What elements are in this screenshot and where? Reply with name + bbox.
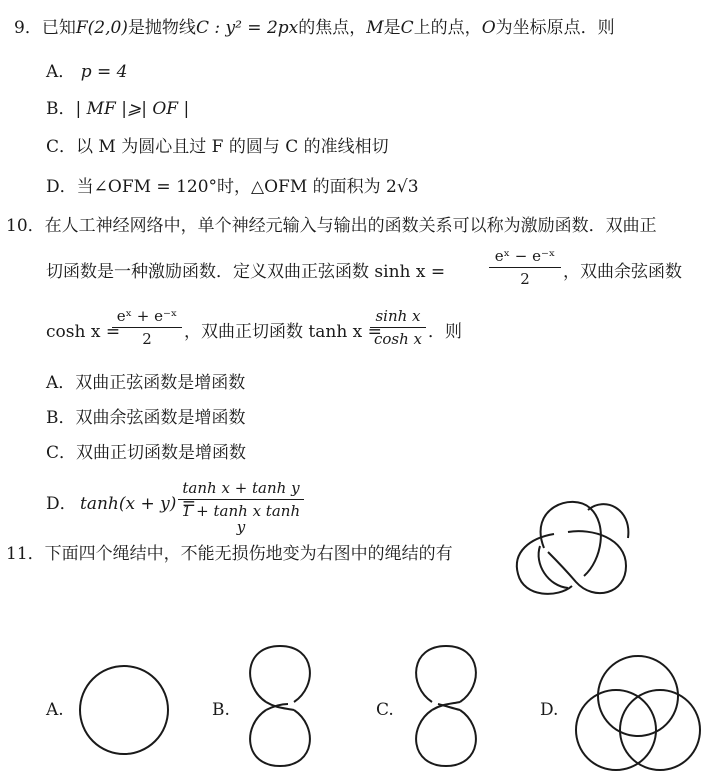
- trefoil-strand: [548, 531, 626, 593]
- q9-origin: O: [481, 18, 496, 38]
- q10-sinh-fraction: [489, 248, 561, 287]
- q11-option-a-label: A.: [46, 700, 64, 720]
- q9-option-b: [46, 99, 189, 119]
- q9-stem-pre: 已知: [41, 18, 76, 38]
- q10-cosh-denominator: 2: [142, 330, 152, 348]
- q10-cosh-lhs: cosh x =: [46, 322, 121, 342]
- q9-point-m: M: [366, 18, 384, 38]
- knot-c-lower-loop: [416, 710, 476, 766]
- knot-b-figure: [238, 640, 322, 770]
- q10-line3-end: ．则: [428, 322, 462, 342]
- knot-a-circle: [76, 662, 172, 758]
- q11-number: 11．: [6, 544, 45, 564]
- fraction-bar: [489, 267, 561, 268]
- q9-stem-mid4: 上的点，: [413, 18, 482, 38]
- q9-stem: [14, 18, 615, 38]
- q11-stem-text: 下面四个绳结中，不能无损伤地变为右图中的绳结的有: [44, 544, 453, 564]
- q9-focus: F(2,0): [75, 18, 128, 38]
- q10-option-b: [46, 408, 246, 428]
- q9-option-a-label: A．: [46, 62, 76, 82]
- q10-line1: [6, 216, 657, 236]
- q10-line2-end: ，双曲余弦函数: [563, 262, 682, 282]
- q11-option-c-label: C.: [376, 700, 394, 720]
- trefoil-strand: [517, 534, 572, 594]
- knot-c-upper-loop: [416, 646, 476, 702]
- q10-option-d-fraction: [178, 480, 304, 535]
- q10-option-a: [46, 373, 245, 393]
- q10-option-d-denominator: 1 + tanh x tanh y: [181, 502, 301, 536]
- q10-option-d-numerator: tanh x + tanh y: [182, 479, 300, 497]
- q10-option-a-text: 双曲正弦函数是增函数: [75, 373, 246, 393]
- q10-tanh-denominator: cosh x: [373, 330, 423, 348]
- q10-tanh-fraction: [370, 308, 426, 347]
- q9-curve: C : y² = 2px: [195, 18, 299, 38]
- q9-option-d: [46, 177, 419, 197]
- q9-option-a-text: p = 4: [80, 62, 128, 82]
- q10-line2: 切函数是一种激励函数．定义双曲正弦函数 sinh x =: [46, 262, 446, 282]
- knot-d-figure: [572, 652, 704, 772]
- q10-option-b-text: 双曲余弦函数是增函数: [75, 408, 246, 428]
- q9-option-d-label: D．: [46, 177, 77, 197]
- fraction-bar: [370, 327, 426, 328]
- q10-option-a-label: A．: [46, 373, 76, 393]
- knot-b-lower-loop: [250, 710, 310, 766]
- q10-option-b-label: B．: [46, 408, 76, 428]
- q11-stem: [6, 544, 453, 564]
- q9-option-a: [46, 62, 127, 82]
- q11-option-d-label: D.: [540, 700, 559, 720]
- q10-option-d-label: D．: [46, 494, 77, 514]
- q10-number: 10．: [6, 216, 45, 236]
- fraction-bar: [112, 327, 182, 328]
- q10-tanh-numerator: sinh x: [375, 307, 421, 325]
- q10-cosh-fraction: [112, 308, 182, 347]
- q9-option-b-text: | MF |⩾| OF |: [75, 99, 190, 119]
- fraction-bar: [178, 499, 304, 500]
- q11-option-b-label: B.: [212, 700, 230, 720]
- q10-sinh-numerator: eˣ − e⁻ˣ: [494, 247, 556, 265]
- q9-curve-c: C: [400, 18, 414, 38]
- q10-line3-mid: ，双曲正切函数 tanh x =: [184, 322, 382, 342]
- q9-stem-mid3: 是: [383, 18, 401, 38]
- q10-option-c: [46, 443, 246, 463]
- unknot-loop: [80, 666, 168, 754]
- q9-option-b-label: B．: [46, 99, 76, 119]
- trefoil-knot-figure: [510, 490, 640, 610]
- q9-stem-mid1: 是抛物线: [127, 18, 196, 38]
- q9-number: 9．: [14, 18, 42, 38]
- q9-option-c: [46, 137, 389, 157]
- trefoil-strand: [541, 502, 601, 576]
- knot-b-upper-loop: [250, 646, 310, 702]
- q10-option-c-text: 双曲正切函数是增函数: [76, 443, 247, 463]
- q10-cosh-numerator: eˣ + e⁻ˣ: [116, 307, 178, 325]
- q9-option-c-label: C．: [46, 137, 77, 157]
- q9-stem-mid2: 的焦点，: [298, 18, 367, 38]
- q9-stem-end: 为坐标原点．则: [495, 18, 615, 38]
- q10-option-d-lhs: tanh(x + y) =: [80, 494, 197, 514]
- q10-option-c-label: C．: [46, 443, 77, 463]
- q9-option-d-text: 当∠OFM = 120°时，△OFM 的面积为 2√3: [76, 177, 419, 197]
- knot-c-figure: [404, 640, 488, 770]
- q10-line1-text: 在人工神经网络中，单个神经元输入与输出的函数关系可以称为激励函数．双曲正: [44, 216, 657, 236]
- q10-sinh-denominator: 2: [520, 270, 530, 288]
- q9-option-c-text: 以 M 为圆心且过 F 的圆与 C 的准线相切: [76, 137, 389, 157]
